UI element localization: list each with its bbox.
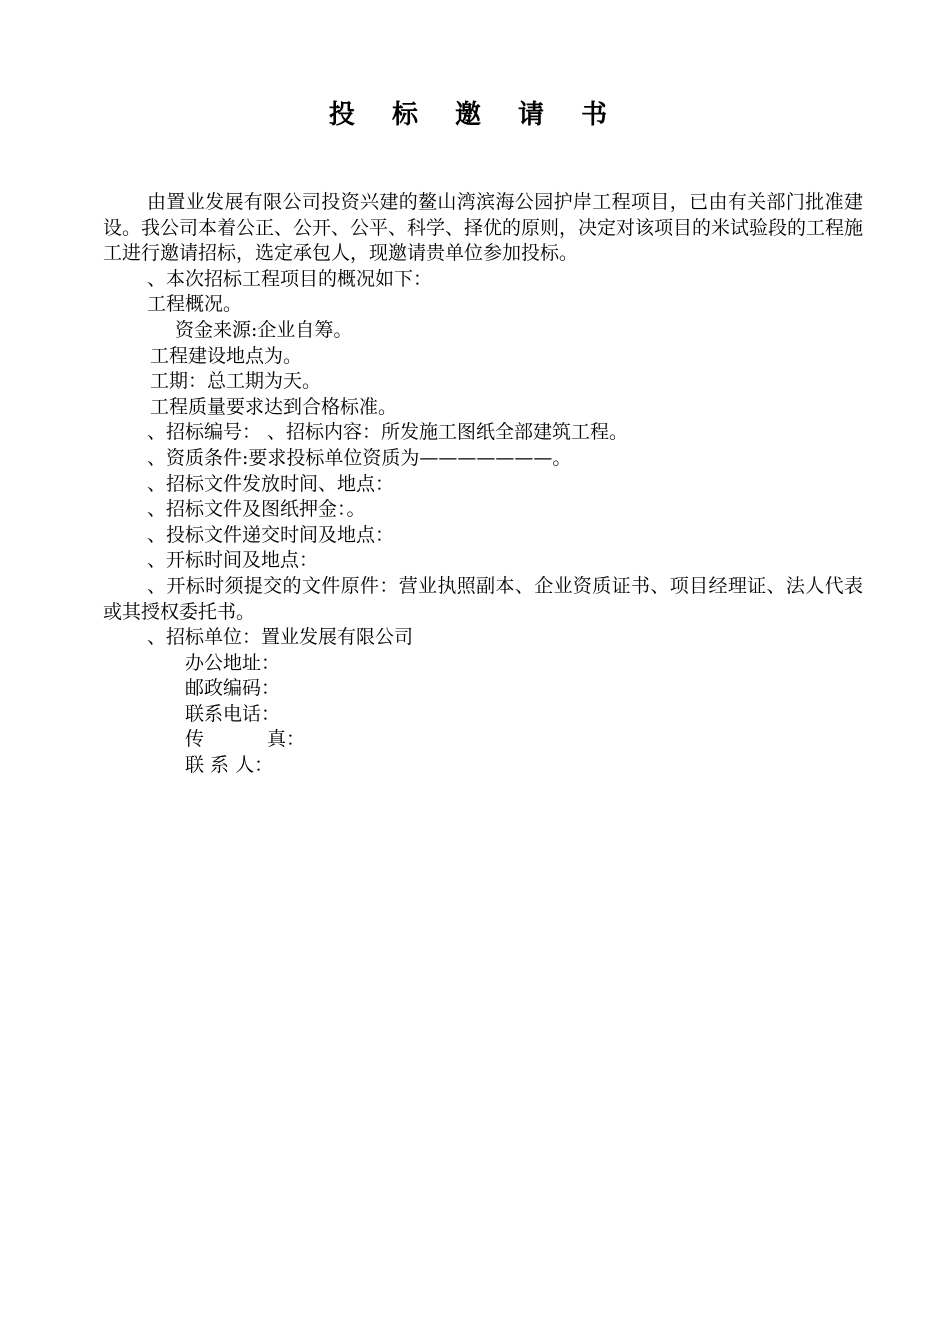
project-overview-line: 工程概况。 [147,293,243,316]
quality-requirement-line: 工程质量要求达到合格标准。 [150,395,398,418]
postcode-field: 邮政编码： [185,677,281,700]
construction-location-line: 工程建设地点为。 [150,344,303,367]
document-body [103,190,863,779]
item-9-tendering-unit: 、招标单位：置业发展有限公司 [147,626,414,649]
fax-field [103,727,863,753]
item-4-document-issue: 、招标文件发放时间、地点： [147,472,395,495]
item-1-project-overview: 、本次招标工程项目的概况如下： [147,267,433,290]
contact-person-field: 联 系 人： [185,754,274,777]
intro-paragraph: 由置业发展有限公司投资兴建的鳌山湾滨海公园护岸工程项目，已由有关部门批准建设。我公司本着公正、公开、公平、科学、择优的原则，决定对该项目的米试验段的工程施工进行邀请招标，选定承包人，现邀请贵单位参加投标。 [103,191,864,265]
item-8-required-documents: 、开标时须提交的文件原件：营业执照副本、企业资质证书、项目经理证、法人代表或其授权委托书。 [103,574,863,623]
phone-field: 联系电话： [185,702,281,725]
office-address-field: 办公地址： [185,651,281,674]
funding-source-line: 资金来源:企业自筹。 [175,318,353,341]
item-3-qualification: 、资质条件:要求投标单位资质为———————。 [147,446,572,469]
item-7-bid-opening: 、开标时间及地点： [147,549,319,572]
construction-period-line: 工期：总工期为天。 [150,370,322,393]
item-2-bid-number: 、招标编号： 、招标内容：所发施工图纸全部建筑工程。 [147,421,629,444]
fax-label-part-1: 传 [185,728,205,751]
fax-label-part-2: 真： [267,728,306,751]
item-6-bid-submission: 、投标文件递交时间及地点： [147,523,395,546]
item-5-deposit: 、招标文件及图纸押金：。 [147,498,366,521]
document-title: 投 标 邀 请 书 [328,100,622,130]
